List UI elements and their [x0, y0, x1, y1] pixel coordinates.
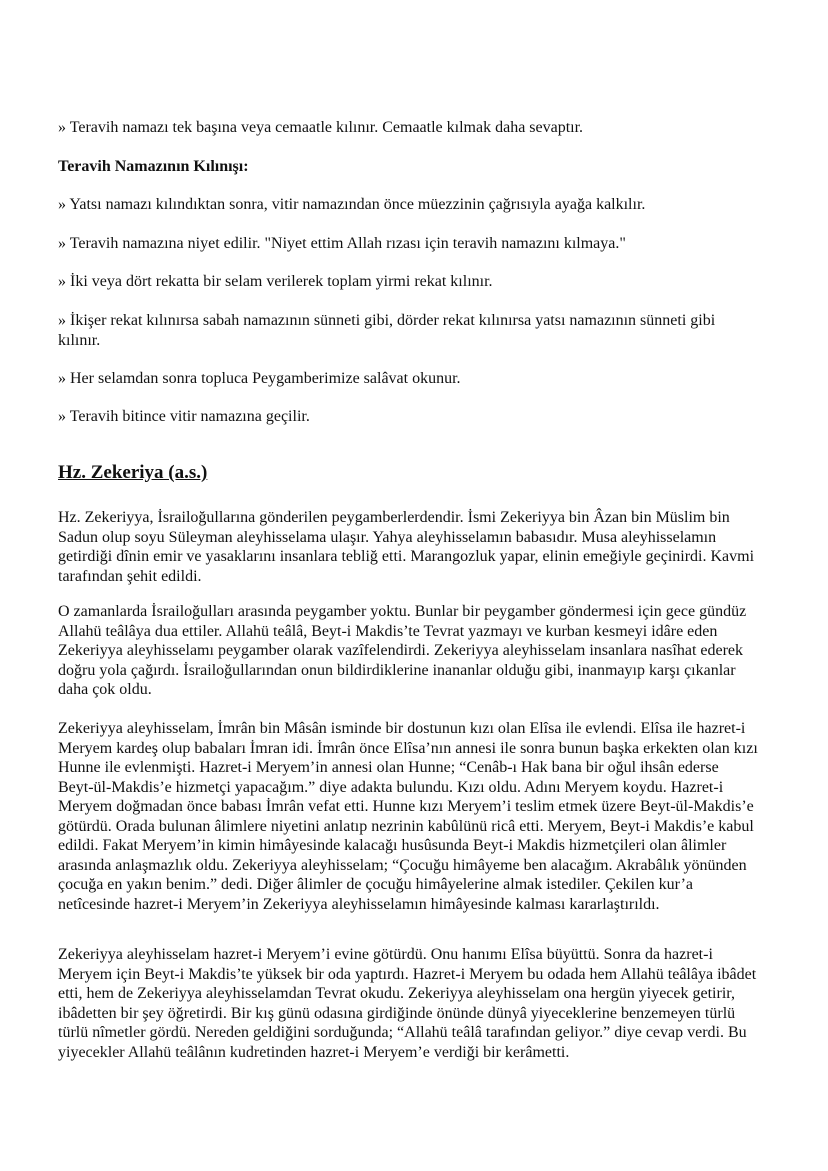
subheading-kilinisi: Teravih Namazının Kılınışı:	[58, 158, 249, 175]
paragraph: Zekeriyya aleyhisselam hazret-i Meryem’i evine götürdü. Onu hanımı Elîsa büyüttü. Sonra da hazret-i Meryem için Beyt-i Makdis’te yüksek bir oda yaptırdı. Hazret-i Meryem bu odada hem Allahü teâlâya ibâdet etti, hem de Zekeriyya aleyhisselamdan Tevrat okudu. Zekeriyya aleyhisselam ona hergün yiyecek getirir, ibâdetten bir şey öğretirdi. Bir kış günü odasına girdiğinde önünde dünyâ yiyeceklerine benzemeyen türlü türlü nîmetler gördü. Nereden geldiğini sorduğunda; “Allahü teâlâ tarafından geliyor.” diye cevap verdi. Bu yiyecekler Allahü teâlânın kudretinden hazret-i Meryem’e verdiği bir kerâmetti.	[58, 946, 757, 1061]
section-title: Hz. Zekeriya (a.s.)	[58, 462, 208, 483]
step-item: » Teravih namazına niyet edilir. "Niyet ettim Allah rızası için teravih namazını kılmaya."	[58, 235, 626, 252]
step-item: » İki veya dört rekatta bir selam verilerek toplam yirmi rekat kılınır.	[58, 273, 493, 290]
paragraph: O zamanlarda İsrailoğulları arasında peygamber yoktu. Bunlar bir peygamber göndermesi için gece gündüz Allahü teâlâya dua ettiler. Allahü teâlâ, Beyt-i Makdis’te Tevrat yazmayı ve kurban kesmeyi idâre eden Zekeriyya aleyhisselamı peygamber olarak vazîfelendirdi. Zekeriyya aleyhisselam insanlara nasîhat ederek doğru yola çağırdı. İsrailoğullarından onun bildirdiklerine inananlar olduğu gibi, inanmayıp karşı çıkanlar daha çok oldu.	[58, 603, 747, 698]
step-item: » Yatsı namazı kılındıktan sonra, vitir namazından önce müezzinin çağrısıyla ayağa kalkılır.	[58, 196, 646, 213]
paragraph: Hz. Zekeriyya, İsrailoğullarına gönderilen peygamberlerdendir. İsmi Zekeriyya bin Âzan bin Müslim bin Sadun olup soyu Süleyman aleyhisselama ulaşır. Yahya aleyhisselamın babasıdır. Musa aleyhisselamın getirdiği dînin emir ve yasaklarını insanlara tebliğ etti. Marangozluk yapar, elinin emeğiyle geçinirdi. Kavmi tarafından şehit edildi.	[58, 509, 755, 585]
step-item: » Teravih bitince vitir namazına geçilir.	[58, 408, 310, 425]
step-item: » İkişer rekat kılınırsa sabah namazının sünneti gibi, dörder rekat kılınırsa yatsı namazının sünneti gibi kılınır.	[58, 312, 716, 349]
bullet-teravih-cemaat: » Teravih namazı tek başına veya cemaatle kılınır. Cemaatle kılmak daha sevaptır.	[58, 119, 584, 136]
paragraph: Zekeriyya aleyhisselam, İmrân bin Mâsân isminde bir dostunun kızı olan Elîsa ile evlendi. Elîsa ile hazret-i Meryem kardeş olup babaları İmran idi. İmrân önce Elîsa’nın annesi ile sonra bunun başka erkekten olan kızı Hunne ile evlenmişti. Hazret-i Meryem’in annesi olan Hunne; “Cenâb-ı Hak bana bir oğul ihsân ederse Beyt-ül-Makdis’e hizmetçi yapacağım.” diye adakta bulundu. Kızı oldu. Adını Meryem koydu. Hazret-i Meryem doğmadan önce babası İmrân vefat etti. Hunne kızı Meryem’i teslim etmek üzere Beyt-ül-Makdis’e götürdü. Orada bulunan âlimlere niyetini anlatıp nezrinin kabûlünü ricâ etti. Meryem, Beyt-i Makdis’e kabul edildi. Fakat Meryem’in kimin himâyesinde kalacağı husûsunda Beyt-i Makdis hizmetçileri olan âlimler arasında anlaşmazlık oldu. Zekeriyya aleyhisselam; “Çocuğu himâyeme ben alacağım. Akrabâlık yönünden çocuğa en yakın benim.” dedi. Diğer âlimler de çocuğu himâyelerine almak istediler. Çekilen kur’a netîcesinde hazret-i Meryem’in Zekeriyya aleyhisselamın himâyesinde kalması kararlaştırıldı.	[58, 720, 758, 913]
step-item: » Her selamdan sonra topluca Peygamberimize salâvat okunur.	[58, 370, 461, 387]
